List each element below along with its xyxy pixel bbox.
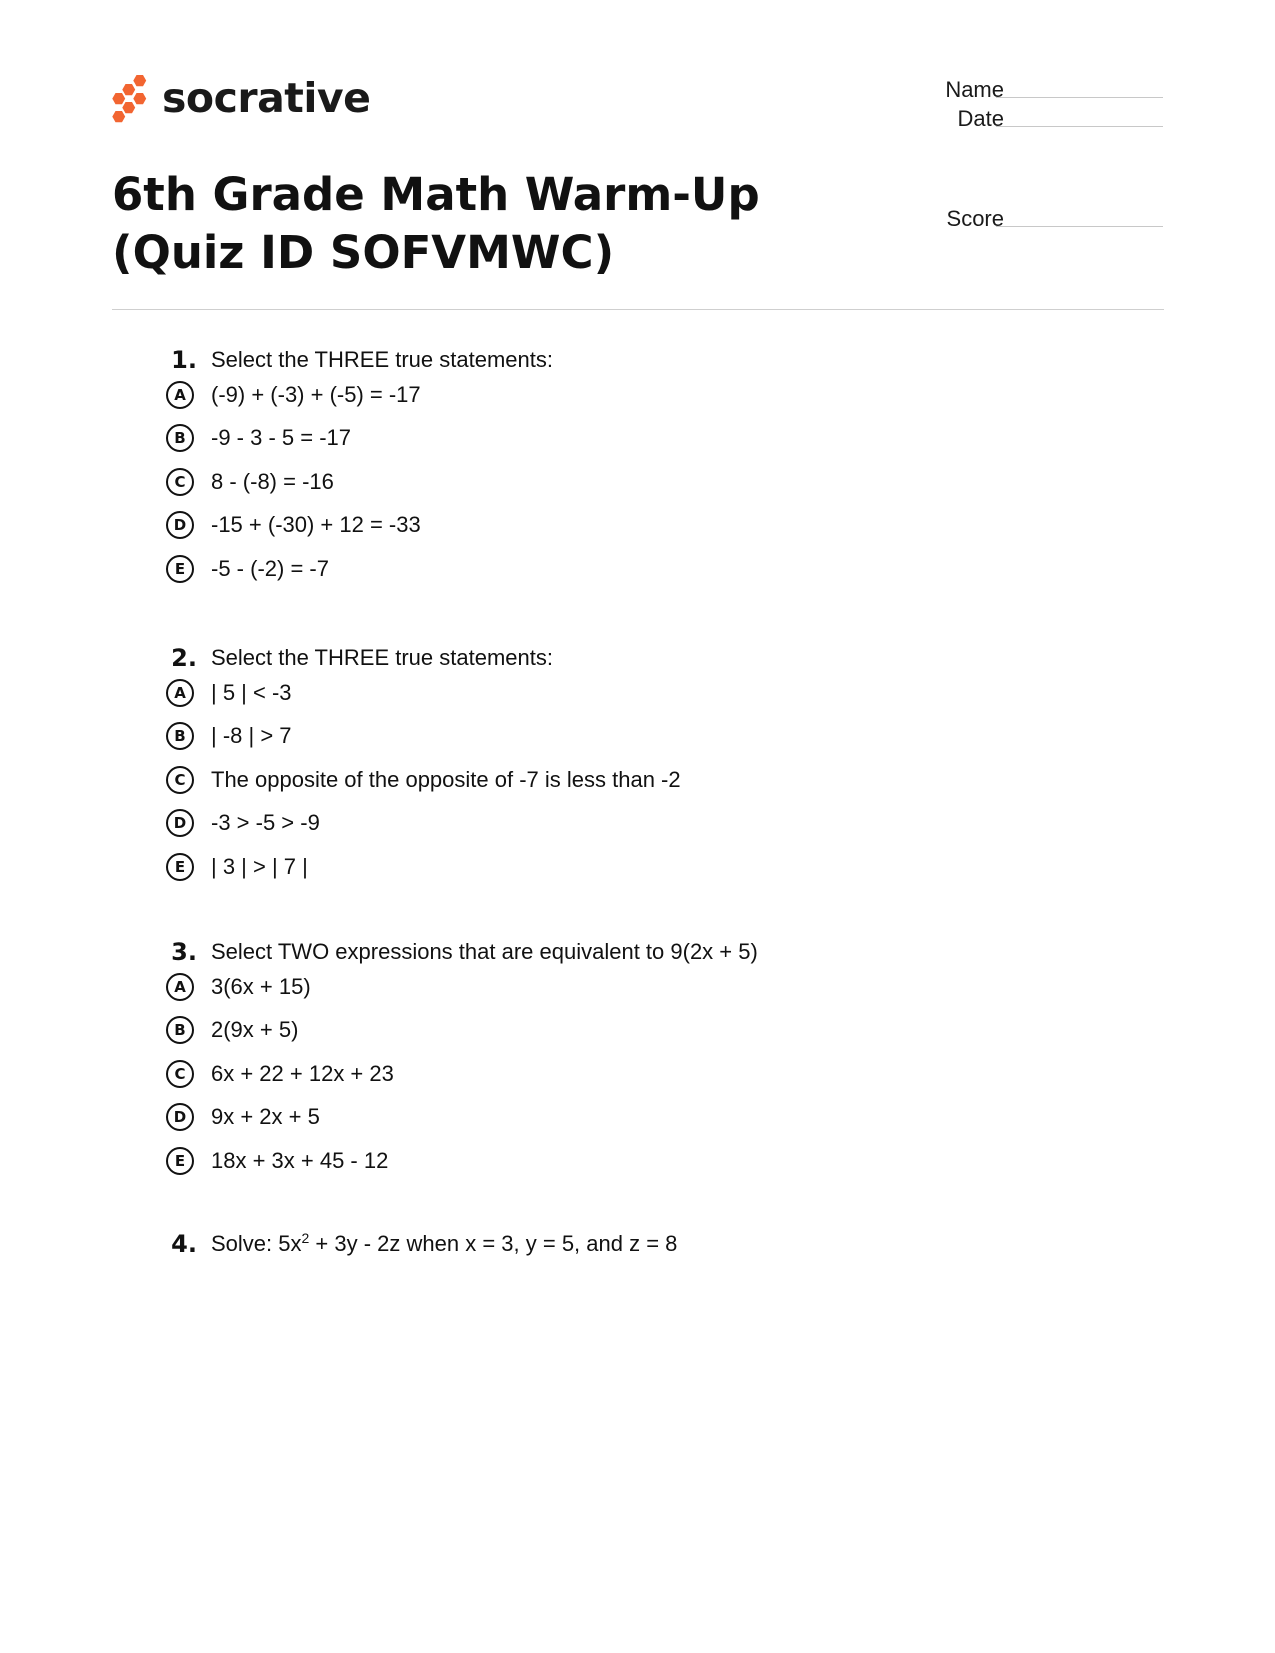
option-a[interactable] <box>165 378 1065 421</box>
option-c[interactable] <box>165 465 1065 508</box>
question-number: 1. <box>171 346 197 374</box>
option-text: | -8 | > 7 <box>211 723 292 749</box>
answer-options <box>165 970 1065 1187</box>
answer-options <box>165 676 1065 893</box>
option-text: -3 > -5 > -9 <box>211 810 320 836</box>
option-bubble[interactable]: B <box>166 424 194 452</box>
page-title: 6th Grade Math Warm-Up (Quiz ID SOFVMWC) <box>112 168 760 279</box>
name-line[interactable] <box>996 97 1163 98</box>
brand-name: socrative <box>162 73 371 122</box>
option-d[interactable] <box>165 806 1065 849</box>
option-bubble[interactable]: E <box>166 555 194 583</box>
option-text: 18x + 3x + 45 - 12 <box>211 1147 389 1173</box>
option-b[interactable] <box>165 1013 1065 1056</box>
option-bubble[interactable]: A <box>166 679 194 707</box>
option-text: -5 - (-2) = -7 <box>211 555 329 581</box>
option-bubble[interactable]: D <box>166 1103 194 1131</box>
option-c[interactable] <box>165 763 1065 806</box>
score-label: Score <box>946 206 1004 231</box>
question-text-rest: + 3y - 2z when x = 3, y = 5, and z = 8 <box>309 1231 678 1256</box>
option-bubble[interactable]: C <box>166 1060 194 1088</box>
header-divider <box>112 309 1164 310</box>
score-field[interactable] <box>880 204 1170 234</box>
option-b[interactable] <box>165 421 1065 464</box>
option-bubble[interactable]: E <box>166 853 194 881</box>
answer-options <box>165 378 1065 595</box>
option-text: (-9) + (-3) + (-5) = -17 <box>211 382 421 407</box>
option-bubble[interactable]: D <box>166 809 194 837</box>
option-bubble[interactable]: B <box>166 1016 194 1044</box>
option-text: | 3 | > | 7 | <box>211 853 308 879</box>
question-text: Select TWO expressions that are equivalent to 9(2x + 5) <box>211 939 758 964</box>
question-2 <box>165 640 1065 893</box>
hexagon-cluster-icon <box>112 73 150 123</box>
option-b[interactable] <box>165 719 1065 762</box>
option-bubble[interactable]: A <box>166 381 194 409</box>
option-text: | 5 | < -3 <box>211 680 292 705</box>
option-bubble[interactable]: C <box>166 468 194 496</box>
question-text: Select the THREE true statements: <box>211 645 553 670</box>
option-e[interactable] <box>165 850 1065 893</box>
question-number: 3. <box>171 938 197 966</box>
option-text: 2(9x + 5) <box>211 1017 299 1043</box>
question-header <box>165 1226 1065 1262</box>
option-d[interactable] <box>165 1100 1065 1143</box>
option-bubble[interactable]: A <box>166 973 194 1001</box>
option-a[interactable] <box>165 970 1065 1013</box>
option-bubble[interactable]: E <box>166 1147 194 1175</box>
option-text: 3(6x + 15) <box>211 974 311 999</box>
question-1 <box>165 342 1065 595</box>
question-header <box>165 342 1065 378</box>
name-field[interactable] <box>880 75 1170 105</box>
date-label: Date <box>957 106 1004 131</box>
option-text: 6x + 22 + 12x + 23 <box>211 1060 394 1086</box>
question-header <box>165 934 1065 970</box>
score-line[interactable] <box>996 226 1163 227</box>
option-a[interactable] <box>165 676 1065 719</box>
option-text: -15 + (-30) + 12 = -33 <box>211 512 421 538</box>
option-d[interactable] <box>165 508 1065 551</box>
student-info-fields <box>880 0 1170 260</box>
date-field[interactable] <box>880 104 1170 134</box>
option-c[interactable] <box>165 1057 1065 1100</box>
option-bubble[interactable]: B <box>166 722 194 750</box>
option-text: -9 - 3 - 5 = -17 <box>211 425 352 451</box>
socrative-logo <box>112 72 370 124</box>
question-number: 4. <box>171 1230 197 1258</box>
question-header <box>165 640 1065 676</box>
question-text: Select the THREE true statements: <box>211 347 553 372</box>
option-e[interactable] <box>165 1144 1065 1187</box>
question-text-main: Solve: 5x <box>211 1231 302 1256</box>
option-bubble[interactable]: C <box>166 766 194 794</box>
question-3 <box>165 934 1065 1187</box>
question-number: 2. <box>171 644 197 672</box>
option-bubble[interactable]: D <box>166 511 194 539</box>
option-text: 8 - (-8) = -16 <box>211 468 334 494</box>
question-4 <box>165 1226 1065 1262</box>
name-label: Name <box>945 77 1004 102</box>
date-line[interactable] <box>996 126 1163 127</box>
question-text <box>211 1226 677 1262</box>
option-text: 9x + 2x + 5 <box>211 1104 320 1130</box>
option-text: The opposite of the opposite of -7 is less than -2 <box>211 766 681 792</box>
exponent: 2 <box>301 1230 310 1246</box>
option-e[interactable] <box>165 552 1065 595</box>
